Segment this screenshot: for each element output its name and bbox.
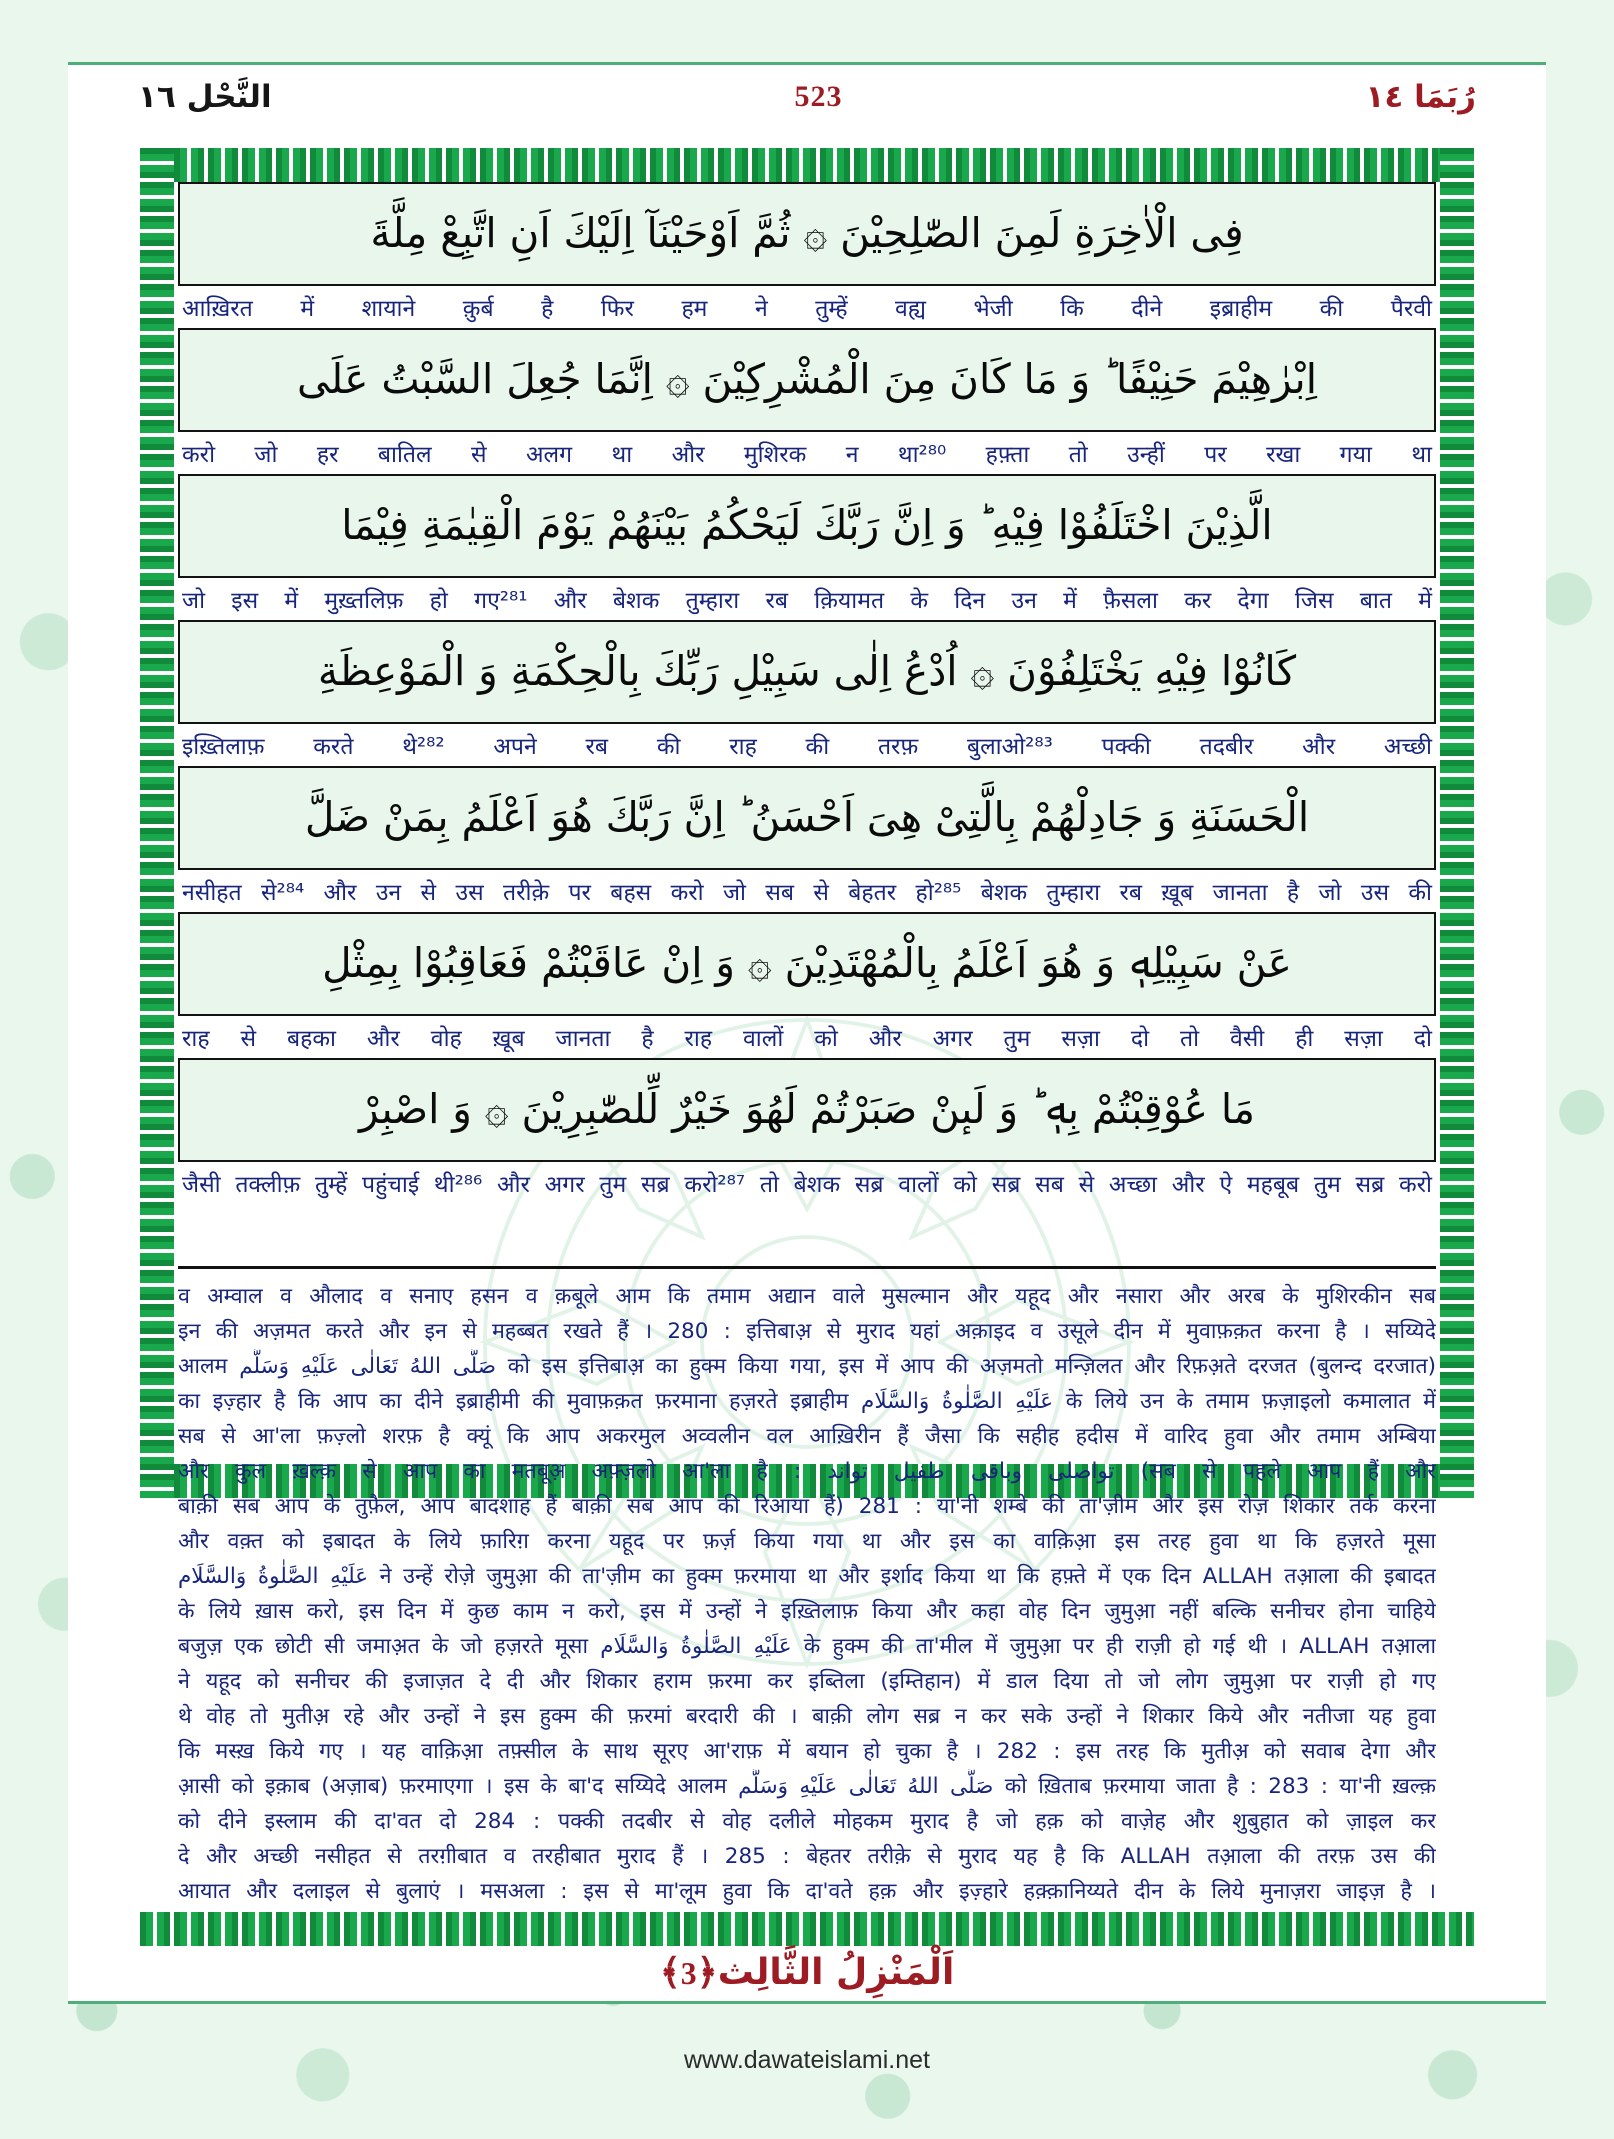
tafsir-line: व अम्वाल व औलाद व सनाए हसन व क़बूले आम कि तमाम अद्यान वाले मुसल्मान और यहूद और नसारा और अरब के मुशिरकीन सब <box>178 1284 1436 1309</box>
page-header <box>68 66 1546 128</box>
tafsir-line: कि मस्ख़ किये गए । यह वाक़िआ़ तफ़्सील के साथ सूरए आ'राफ़ में बयान हो चुका है । 282 : इस तरह कि मुतीअ़ को सवाब देगा और <box>178 1739 1436 1764</box>
ayah-line <box>178 912 1436 1016</box>
translation-line <box>178 724 1436 766</box>
ornament-top-band <box>140 148 1474 182</box>
tafsir-line: के लिये ख़ास करो, इस दिन में कुछ काम न करो, इस में उन्हों ने इख़्तिलाफ़ किया और कहा वोह दिन जुमुआ़ नहीं बल्कि सनीचर होना चाहिये <box>178 1599 1436 1624</box>
verse-row <box>178 328 1436 474</box>
translation-line <box>178 286 1436 328</box>
translation-text: नसीहत से²⁸⁴ और उन से उस तरीक़े पर बहस करो जो सब से बेहतर हो²⁸⁵ बेशक तुम्हारा रब ख़ूब जानता है जो उस की <box>182 880 1432 906</box>
ayah-line <box>178 474 1436 578</box>
translation-line <box>178 578 1436 620</box>
verse-row <box>178 912 1436 1058</box>
translation-line <box>178 1016 1436 1058</box>
ornament-left-band <box>140 148 174 1498</box>
translation-text: जैसी तक्लीफ़ तुम्हें पहुंचाई थी²⁸⁶ और अगर तुम सब्र करो²⁸⁷ तो बेशक सब्र वालों को सब्र सब से अच्छा और ऐ महबूब तुम सब्र करो <box>182 1172 1432 1198</box>
tafsir-line: आ़सी को इक़ाब (अज़ाब) फ़रमाएगा । इस के बा'द सय्यिदे आलम صَلَّى اللهُ تَعَالٰى عَلَيْهِ وَسَلَّم को ख़िताब फ़रमाया जाता है : 283 : या'नी ख़ल्क़ <box>178 1774 1436 1799</box>
surah-name: النَّحْل ١٦ <box>138 79 272 115</box>
translation-text: जो इस में मुख़्तलिफ़ हो गए²⁸¹ और बेशक तुम्हारा रब क़ियामत के दिन उन में फ़ैसला कर देगा जिस बात में <box>182 588 1432 614</box>
ayah-line <box>178 182 1436 286</box>
translation-text: आख़िरत में शायाने क़ुर्ब है फिर हम ने तुम्हें वह्य भेजी कि दीने इब्राहीम की पैरवी <box>182 296 1432 322</box>
tafsir-line: और वक़्त को इबादत के लिये फ़ारिग़ करना यहूद पर फ़र्ज़ किया गया था और इस का वाक़िआ़ इस तरह हुवा था कि हज़रते मूसा <box>178 1529 1436 1554</box>
ayah-arabic-text: مَا عُوْقِبْتُمْ بِهٖ ؕ وَ لَىٕنْ صَبَرْتُمْ لَهُوَ خَيْرٌ لِّلصّٰبِرِيْنَ ۞ وَ اصْبِرْ <box>358 1085 1256 1134</box>
manzil-text: اَلْمَنْزِلُ الثَّالِث <box>717 1952 955 1993</box>
ayah-line <box>178 766 1436 870</box>
ornament-footer-band <box>140 1912 1474 1946</box>
page-number: 523 <box>794 80 843 113</box>
tafsir-line: और कुल ख़ल्क़ से आप का मतबूअ़ अफ़्ज़लो आ'ला है : تواصلی وباقی طفیل تواند (सब से पहले आप हैं और <box>178 1459 1436 1484</box>
ayah-arabic-text: فِى الْاٰخِرَةِ لَمِنَ الصّٰلِحِيْنَ ۞ ثُمَّ اَوْحَيْنَآ اِلَيْكَ اَنِ اتَّبِعْ مِلَّةَ <box>370 209 1244 258</box>
header-rule <box>68 62 1546 65</box>
translation-text: इख़्तिलाफ़ करते थे²⁸² अपने रब की राह की तरफ़ बुलाओ²⁸³ पक्की तदबीर और अच्छी <box>182 734 1432 760</box>
tafsir-line: बजुज़ एक छोटी सी जमाअ़त के जो हज़रते मूसा عَلَيْهِ الصَّلٰوةُ وَالسَّلَام के हुक्म की ता'मील में जुमुआ़ पर ही राज़ी हो गई थी । ALLAH तआ़ला <box>178 1634 1436 1659</box>
translation-text: राह से बहका और वोह ख़ूब जानता है राह वालों को और अगर तुम सज़ा दो तो वैसी ही सज़ा दो <box>182 1026 1432 1052</box>
translation-line <box>178 1162 1436 1204</box>
tafsir-block <box>178 1266 1436 1909</box>
ayah-arabic-text: اِبْرٰهِيْمَ حَنِيْفًا ؕ وَ مَا كَانَ مِنَ الْمُشْرِكِيْنَ ۞ اِنَّمَا جُعِلَ السَّبْتُ عَلَى <box>296 355 1318 404</box>
tafsir-line: आयात और दलाइल से बुलाएं । मसअला : इस से मा'लूम हुवा कि दा'वते हक़ और इज़्हारे हक़्क़ानिय्यते दीन के लिये मुनाज़रा जाइज़ है । <box>178 1879 1436 1904</box>
translation-line <box>178 870 1436 912</box>
website-url: www.dawateislami.net <box>684 2046 930 2074</box>
verse-block <box>178 182 1436 1204</box>
tafsir-line: को दीने इस्लाम की दा'वत दो 284 : पक्की तदबीर से वोह दलीले मोहकम मुराद है जो हक़ को वाज़ेह और शुबुहात को ज़ाइल कर <box>178 1809 1436 1834</box>
ayah-arabic-text: الْحَسَنَةِ وَ جَادِلْهُمْ بِالَّتِىْ هِىَ اَحْسَنُ ؕ اِنَّ رَبَّكَ هُوَ اَعْلَمُ بِمَنْ ضَلَّ <box>304 793 1310 842</box>
verse-row <box>178 766 1436 912</box>
manzil-number-bracket: ﴿3﴾ <box>659 1952 718 1993</box>
ayah-arabic-text: عَنْ سَبِيْلِهٖ وَ هُوَ اَعْلَمُ بِالْمُهْتَدِيْنَ ۞ وَ اِنْ عَاقَبْتُمْ فَعَاقِبُوْا بِمِثْلِ <box>322 939 1292 988</box>
tafsir-line: عَلَيْهِ الصَّلٰوةُ وَالسَّلَام ने उन्हें रोज़े जुमुआ़ की ता'ज़ीम का हुक्म फ़रमाया था और इर्शाद किया था कि हफ़्ते में एक दिन ALLAH तआ़ला की इबादत <box>178 1564 1436 1589</box>
footer-rule <box>68 2001 1546 2004</box>
tafsir-line: बाक़ी सब आप के तुफ़ैल, आप बादशाह हैं बाक़ी सब आप की रिआया हैं) 281 : या'नी शम्बे की ता'ज़ीम और इस रोज़ शिकार तर्क करना <box>178 1494 1436 1519</box>
verse-row <box>178 474 1436 620</box>
verse-row <box>178 1058 1436 1204</box>
translation-line <box>178 432 1436 474</box>
ayah-arabic-text: الَّذِيْنَ اخْتَلَفُوْا فِيْهِ ؕ وَ اِنَّ رَبَّكَ لَيَحْكُمُ بَيْنَهُمْ يَوْمَ الْقِيٰمَةِ فِيْمَا <box>341 501 1273 550</box>
para-name: رُبَمَا ١٤ <box>1365 79 1476 115</box>
tafsir-line: का इज़्हार है कि आप का दीने इब्राहीमी की मुवाफ़क़त फ़रमाना हज़रते इब्राहीम عَلَيْهِ الصَّلٰوةُ وَالسَّلَام के लिये उन के तमाम फ़ज़ाइलो कमालात में <box>178 1389 1436 1414</box>
manzil-label <box>0 1952 1614 1993</box>
tafsir-line: सब से आ'ला फ़ज़्लो शरफ़ है क्यूं कि आप अकरमुल अव्वलीन वल आख़िरीन हैं जैसा कि सहीह हदीस में वारिद हुवा और तमाम अम्बिया <box>178 1424 1436 1449</box>
ayah-arabic-text: كَانُوْا فِيْهِ يَخْتَلِفُوْنَ ۞ اُدْعُ اِلٰى سَبِيْلِ رَبِّكَ بِالْحِكْمَةِ وَ الْمَوْعِظَةِ <box>317 647 1297 696</box>
tafsir-line: दे और अच्छी नसीहत से तरग़ीबात व तरहीबात मुराद हैं । 285 : बेहतर तरीक़े से मुराद यह है कि ALLAH तआ़ला की तरफ़ उस की <box>178 1844 1436 1869</box>
manzil-number: 3 <box>680 1956 697 1991</box>
ayah-line <box>178 620 1436 724</box>
ayah-line <box>178 1058 1436 1162</box>
verse-row <box>178 182 1436 328</box>
tafsir-line: आलम صَلَّى اللهُ تَعَالٰى عَلَيْهِ وَسَلَّم को इस इत्तिबाअ़ का हुक्म किया गया, इस में आप की अज़मतो मन्ज़िलत और रिफ़अ़ते दरजत (बुलन्द दरजात) <box>178 1354 1436 1379</box>
verse-row <box>178 620 1436 766</box>
translation-text: करो जो हर बातिल से अलग था और मुशिरक न था²⁸⁰ हफ़्ता तो उन्हीं पर रखा गया था <box>182 442 1432 468</box>
tafsir-line: ने यहूद को सनीचर की इजाज़त दे दी और शिकार हराम फ़रमा कर इब्तिला (इम्तिहान) में डाल दिया तो जो लोग जुमुआ़ पर राज़ी हो गए <box>178 1669 1436 1694</box>
tafsir-line: इन की अज़मत करते और इन से महब्बत रखते हैं । 280 : इत्तिबाअ़ से मुराद यहां अक़ाइद व उसूले दीन में मुवाफ़क़त करना है । सय्यिदे <box>178 1319 1436 1344</box>
tafsir-line: थे वोह तो मुतीअ़ रहे और उन्हों ने इस हुक्म की फ़रमां बरदारी की । बाक़ी लोग सब्र न कर सके उन्हों ने शिकार किये और नतीजा यह हुवा <box>178 1704 1436 1729</box>
ornament-right-band <box>1440 148 1474 1498</box>
ayah-line <box>178 328 1436 432</box>
